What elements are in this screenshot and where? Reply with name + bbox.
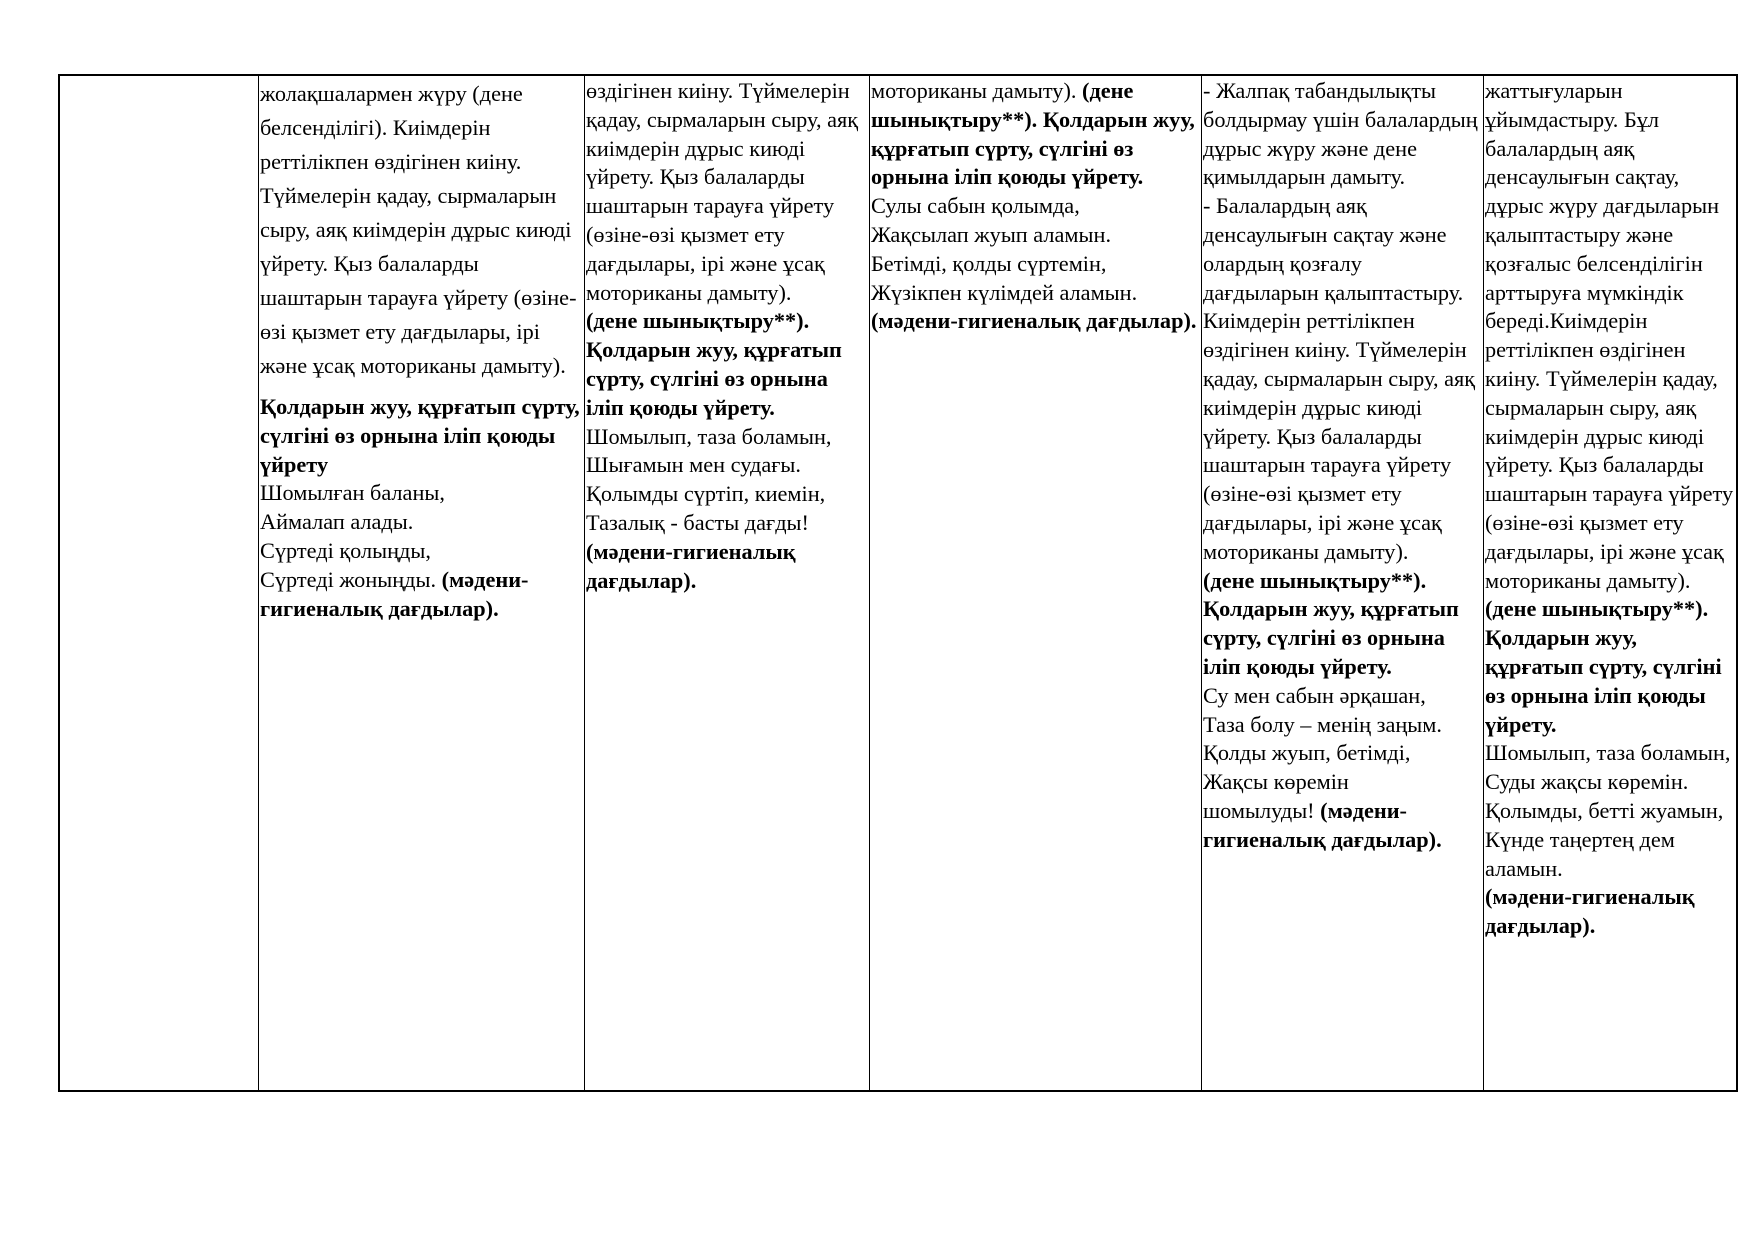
cell-bold-text: (дене шынықтыру**). Қолдарын жуу, құрғатып сүрту, сүлгіні өз орнына іліп қоюды үйрету.	[1485, 596, 1722, 737]
cell-text: өздігінен киіну. Түймелерін қадау, сырмаларын сыру, аяқ киімдерін дұрыс киюді үйрету. Қыз балаларды шаштарын тарауға үйрету (өзіне-өзі қызмет ету дағдылары, ірі және ұсақ моториканы дамыту).	[586, 78, 859, 305]
rhyme-line: Жақсылап жуып аламын.	[871, 221, 1112, 247]
rhyme-line: Жақсы көремін	[1203, 769, 1349, 795]
rhyme-line: Қолды жуып, бетімді,	[1203, 740, 1411, 766]
rhyme-line: Аймалап алады.	[260, 509, 414, 535]
rhyme-line: Сүртеді жоныңды.	[260, 566, 437, 592]
cell-bold-text: (дене шынықтыру**). Қолдарын жуу, құрғатып сүрту, сүлгіні өз орнына іліп қоюды үйрету.	[871, 78, 1195, 190]
rhyme-line: Суды жақсы көремін.	[1485, 769, 1689, 795]
rhyme-line: шомылуды!	[1203, 797, 1315, 823]
rhyme-line: Бетімді, қолды сүртемін,	[871, 250, 1107, 276]
rhyme-line: Сулы сабын қолымда,	[871, 193, 1080, 219]
rhyme-line: Шығамын мен судағы.	[586, 452, 801, 478]
cell-text: - Балалардың аяқ денсаулығын сақтау және олардың қозғалу дағдыларын қалыптастыру. Киімдерін реттілікпен өздігінен киіну. Түймелерін қадау, сырмаларын сыру, аяқ киімдерін дұрыс киюді үйрету. Қыз балаларды шаштарын тарауға үйрету (өзіне-өзі қызмет ету дағдылары, ірі және ұсақ моториканы дамыту).	[1203, 193, 1476, 564]
table-cell-col1	[258, 74, 584, 1092]
cell-bold-tag: (мәдени-гигиеналық дағдылар).	[871, 308, 1197, 334]
cell-bold-tag: (мәдени-гигиеналық дағдылар).	[260, 566, 529, 621]
rhyme-line: Жүзікпен күлімдей аламын.	[871, 279, 1138, 305]
rhyme-line: Шомылған баланы,	[260, 480, 445, 506]
rhyme-line: Тазалық - басты дағды!	[586, 509, 809, 535]
table-cell-col5	[1483, 74, 1738, 1092]
cell-bold-text: (дене шынықтыру**). Қолдарын жуу, құрғатып сүрту, сүлгіні өз орнына іліп қоюды үйрету.	[1203, 567, 1459, 679]
table-cell-col2	[584, 74, 869, 1092]
rhyme-line: Шомылып, таза боламын,	[1485, 740, 1731, 766]
cell-text: жаттығуларын ұйымдастыру. Бұл балалардың аяқ денсаулығын сақтау, дұрыс жүру дағдыларын қалыптастыру және қозғалыс белсенділігін арттыруға мүмкіндік береді.Киімдерін реттілікпен өздігінен киіну. Түймелерін қадау, сырмаларын сыру, аяқ киімдерін дұрыс киюді үйрету. Қыз балаларды шаштарын тарауға үйрету (өзіне-өзі қызмет ету дағдылары, ірі және ұсақ моториканы дамыту).	[1485, 78, 1734, 593]
table-cell-col3	[869, 74, 1201, 1092]
cell-bold-tag: (мәдени-гигиеналық дағдылар).	[1203, 797, 1442, 852]
cell-text: Шомылып, таза боламын,	[586, 423, 832, 449]
cell-bold-tag: (мәдени-гигиеналық дағдылар).	[1485, 884, 1695, 939]
cell-bold-text: (дене шынықтыру**). Қолдарын жуу, құрғатып сүрту, сүлгіні өз орнына іліп қоюды үйрету.	[586, 308, 842, 420]
cell-bold-heading: Қолдарын жуу, құрғатып сүрту, сүлгіні өз орнына іліп қоюды үйрету	[260, 394, 580, 477]
cell-text: моториканы дамыту).	[871, 78, 1077, 103]
rhyme-line: Таза болу – менің заңым.	[1203, 711, 1442, 737]
rhyme-line: Күнде таңертең дем аламын.	[1485, 826, 1675, 881]
cell-bold-tag: (мәдени-гигиеналық дағдылар).	[586, 538, 796, 593]
cell-text: жолақшалармен жүру (дене белсенділігі). Киімдерін реттілікпен өздігінен киіну. Түймелерін қадау, сырмаларын сыру, аяқ киімдерін дұрыс киюді үйрету. Қыз балаларды шаштарын тарауға үйрету (өзіне-өзі қызмет ету дағдылары, ірі және ұсақ моториканы дамыту).	[260, 81, 577, 378]
rhyme-line: Қолымды, бетті жуамын,	[1485, 797, 1724, 823]
rhyme-line: Су мен сабын әрқашан,	[1203, 682, 1426, 708]
rhyme-line: Қолымды сүртіп, киемін,	[586, 481, 826, 507]
rhyme-line: Сүртеді қолыңды,	[260, 537, 431, 563]
table-cell-col4	[1201, 74, 1483, 1092]
cell-text: - Жалпақ табандылықты болдырмау үшін балалардың дұрыс жүру және дене қимылдарын дамыту.	[1203, 78, 1478, 190]
